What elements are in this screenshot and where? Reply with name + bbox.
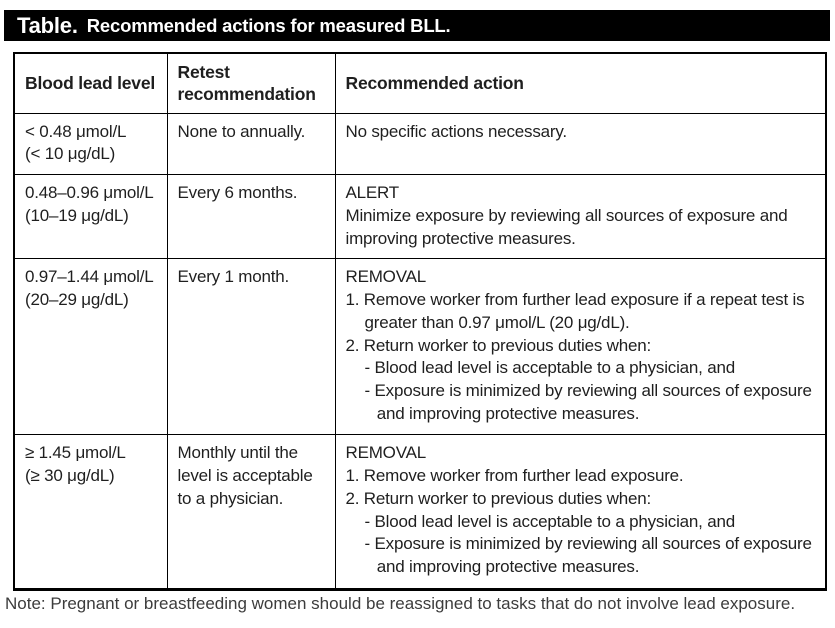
bll-line: 0.48–0.96 μmol/L xyxy=(25,183,154,203)
cell-blood-lead-level xyxy=(14,113,167,175)
bll-table xyxy=(13,52,827,591)
cell-blood-lead-level xyxy=(14,435,167,590)
bll-line: (20–29 μg/dL) xyxy=(25,290,129,310)
action-line: 2. Return worker to previous duties when: xyxy=(345,488,652,508)
cell-recommended-action xyxy=(335,435,826,590)
action-line: No specific actions necessary. xyxy=(345,121,567,141)
header-recommended-action: Recommended action xyxy=(335,53,826,113)
action-line: REMOVAL xyxy=(345,267,426,287)
cell-recommended-action xyxy=(335,113,826,175)
bll-line: ≥ 1.45 μmol/L xyxy=(25,443,126,463)
table-body xyxy=(14,113,826,590)
bll-line: (10–19 μg/dL) xyxy=(25,205,129,225)
footnote: Note: Pregnant or breastfeeding women should be reassigned to tasks that do not involve lead exposure. xyxy=(5,594,796,613)
bll-line: < 0.48 μmol/L xyxy=(25,121,127,141)
header-retest-recommendation: Retest recommendation xyxy=(167,53,335,113)
table-title-text: Recommended actions for measured BLL. xyxy=(86,14,451,36)
action-line: REMOVAL xyxy=(345,443,426,463)
cell-recommended-action xyxy=(335,259,826,435)
table-row xyxy=(14,113,826,175)
action-line: - Blood lead level is acceptable to a physician, and xyxy=(364,358,735,378)
table-row xyxy=(14,175,826,259)
table-title-bar xyxy=(4,10,830,41)
cell-blood-lead-level xyxy=(14,175,167,259)
cell-retest-recommendation: Monthly until the level is acceptable to a physician. xyxy=(167,435,335,590)
bll-line: 0.97–1.44 μmol/L xyxy=(25,267,154,287)
table-row xyxy=(14,259,826,435)
table-header xyxy=(14,53,826,113)
bll-line: (≥ 30 μg/dL) xyxy=(25,466,115,486)
action-line: - Exposure is minimized by reviewing all sources of exposure and improving protective measures. xyxy=(364,534,812,577)
action-line: 1. Remove worker from further lead exposure. xyxy=(345,466,684,486)
cell-recommended-action xyxy=(335,175,826,259)
cell-retest-recommendation: Every 1 month. xyxy=(167,259,335,435)
action-line: - Blood lead level is acceptable to a physician, and xyxy=(364,511,735,531)
header-row xyxy=(14,53,826,113)
header-blood-lead-level: Blood lead level xyxy=(14,53,167,113)
action-line: 2. Return worker to previous duties when: xyxy=(345,335,652,355)
action-line: ALERT xyxy=(345,183,399,203)
bll-line: (< 10 μg/dL) xyxy=(25,144,116,164)
action-line: Minimize exposure by reviewing all sources of exposure and improving protective measures. xyxy=(345,205,788,248)
action-line: 1. Remove worker from further lead exposure if a repeat test is greater than 0.97 μmol/L (20 μg/dL). xyxy=(345,290,805,332)
table-title-prefix: Table. xyxy=(17,12,78,38)
table-row xyxy=(14,435,826,590)
action-line: - Exposure is minimized by reviewing all sources of exposure and improving protective measures. xyxy=(364,381,812,423)
cell-retest-recommendation: None to annually. xyxy=(167,113,335,175)
cell-retest-recommendation: Every 6 months. xyxy=(167,175,335,259)
cell-blood-lead-level xyxy=(14,259,167,435)
